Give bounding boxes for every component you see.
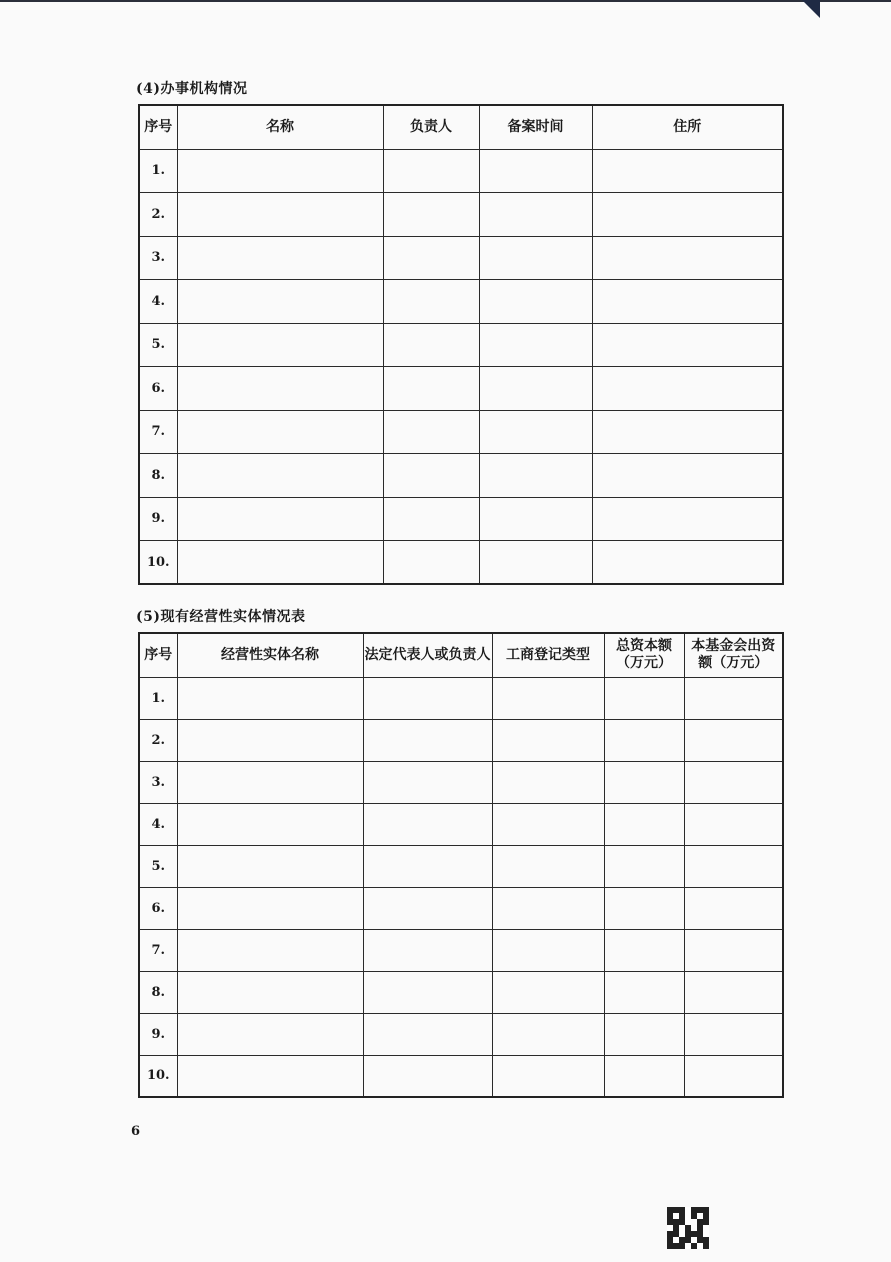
row-index: 1. (139, 677, 177, 719)
row-index: 9. (139, 1013, 177, 1055)
row-index: 7. (139, 410, 177, 454)
empty-cell (592, 193, 783, 237)
page-number: 6 (131, 1124, 141, 1139)
empty-cell (177, 193, 383, 237)
corner-fold-mark (802, 0, 820, 18)
table-row (139, 497, 783, 541)
row-index: 3. (139, 761, 177, 803)
empty-cell (363, 1013, 492, 1055)
empty-cell (684, 677, 783, 719)
table-row (139, 677, 783, 719)
table-row (139, 367, 783, 411)
table-row (139, 454, 783, 498)
empty-cell (363, 677, 492, 719)
empty-cell (604, 677, 684, 719)
empty-cell (383, 454, 479, 498)
empty-cell (383, 236, 479, 280)
empty-cell (604, 1013, 684, 1055)
table-row (139, 410, 783, 454)
row-index: 10. (139, 1055, 177, 1097)
empty-cell (363, 761, 492, 803)
empty-cell (177, 803, 363, 845)
empty-cell (592, 454, 783, 498)
empty-cell (492, 761, 604, 803)
table-row (139, 149, 783, 193)
table-row (139, 1055, 783, 1097)
empty-cell (177, 1013, 363, 1055)
empty-cell (492, 803, 604, 845)
empty-cell (383, 367, 479, 411)
empty-cell (592, 541, 783, 585)
empty-cell (492, 929, 604, 971)
row-index: 2. (139, 193, 177, 237)
empty-cell (604, 719, 684, 761)
empty-cell (177, 367, 383, 411)
empty-cell (177, 410, 383, 454)
empty-cell (592, 323, 783, 367)
empty-cell (383, 497, 479, 541)
empty-cell (479, 149, 592, 193)
enterprise-table (138, 632, 784, 1098)
empty-cell (383, 410, 479, 454)
header-index: 序号 (139, 105, 177, 149)
empty-cell (177, 149, 383, 193)
empty-cell (177, 1055, 363, 1097)
table-row (139, 929, 783, 971)
empty-cell (177, 929, 363, 971)
office-table (138, 104, 784, 585)
empty-cell (684, 971, 783, 1013)
table-row (139, 541, 783, 585)
empty-cell (363, 719, 492, 761)
header-total-capital: 总资本额（万元） (604, 633, 684, 677)
empty-cell (684, 887, 783, 929)
empty-cell (592, 280, 783, 324)
empty-cell (604, 1055, 684, 1097)
empty-cell (492, 845, 604, 887)
empty-cell (177, 236, 383, 280)
header-name: 名称 (177, 105, 383, 149)
empty-cell (592, 497, 783, 541)
table-row (139, 761, 783, 803)
row-index: 5. (139, 323, 177, 367)
empty-cell (604, 887, 684, 929)
empty-cell (604, 845, 684, 887)
table-row (139, 236, 783, 280)
row-index: 8. (139, 971, 177, 1013)
row-index: 4. (139, 280, 177, 324)
header-legal-rep: 法定代表人或负责人 (363, 633, 492, 677)
office-table-header (139, 105, 783, 149)
header-person-in-charge: 负责人 (383, 105, 479, 149)
empty-cell (492, 677, 604, 719)
table-row (139, 845, 783, 887)
row-index: 6. (139, 887, 177, 929)
table-row (139, 323, 783, 367)
table-row (139, 803, 783, 845)
empty-cell (684, 1055, 783, 1097)
empty-cell (177, 541, 383, 585)
row-index: 8. (139, 454, 177, 498)
table-row (139, 971, 783, 1013)
empty-cell (684, 761, 783, 803)
enterprise-table-header (139, 633, 783, 677)
empty-cell (604, 803, 684, 845)
empty-cell (604, 929, 684, 971)
top-border-line (0, 0, 891, 2)
empty-cell (363, 845, 492, 887)
empty-cell (363, 1055, 492, 1097)
empty-cell (684, 929, 783, 971)
empty-cell (479, 410, 592, 454)
empty-cell (383, 280, 479, 324)
empty-cell (479, 323, 592, 367)
table-row (139, 280, 783, 324)
row-index: 6. (139, 367, 177, 411)
row-index: 7. (139, 929, 177, 971)
empty-cell (383, 149, 479, 193)
empty-cell (492, 971, 604, 1013)
empty-cell (383, 323, 479, 367)
empty-cell (592, 367, 783, 411)
empty-cell (177, 971, 363, 1013)
section5-title: (5)现有经营性实体情况表 (136, 609, 306, 625)
header-filing-time: 备案时间 (479, 105, 592, 149)
empty-cell (363, 803, 492, 845)
empty-cell (177, 761, 363, 803)
header-index: 序号 (139, 633, 177, 677)
section4-title: (4)办事机构情况 (136, 81, 248, 97)
empty-cell (479, 367, 592, 411)
empty-cell (177, 497, 383, 541)
row-index: 3. (139, 236, 177, 280)
row-index: 9. (139, 497, 177, 541)
empty-cell (479, 541, 592, 585)
empty-cell (492, 719, 604, 761)
empty-cell (604, 971, 684, 1013)
empty-cell (684, 1013, 783, 1055)
empty-cell (363, 887, 492, 929)
row-index: 1. (139, 149, 177, 193)
empty-cell (177, 719, 363, 761)
empty-cell (604, 761, 684, 803)
empty-cell (592, 410, 783, 454)
empty-cell (363, 971, 492, 1013)
empty-cell (592, 149, 783, 193)
empty-cell (363, 929, 492, 971)
table-row (139, 1013, 783, 1055)
empty-cell (479, 193, 592, 237)
header-registration-type: 工商登记类型 (492, 633, 604, 677)
empty-cell (479, 280, 592, 324)
row-index: 5. (139, 845, 177, 887)
empty-cell (684, 719, 783, 761)
empty-cell (479, 497, 592, 541)
empty-cell (479, 236, 592, 280)
empty-cell (383, 541, 479, 585)
table-row (139, 719, 783, 761)
empty-cell (383, 193, 479, 237)
empty-cell (492, 1055, 604, 1097)
empty-cell (492, 1013, 604, 1055)
table-row (139, 887, 783, 929)
empty-cell (177, 677, 363, 719)
empty-cell (177, 323, 383, 367)
empty-cell (177, 280, 383, 324)
row-index: 4. (139, 803, 177, 845)
empty-cell (177, 845, 363, 887)
table-row (139, 193, 783, 237)
row-index: 2. (139, 719, 177, 761)
header-entity-name: 经营性实体名称 (177, 633, 363, 677)
empty-cell (177, 454, 383, 498)
empty-cell (177, 887, 363, 929)
empty-cell (684, 845, 783, 887)
empty-cell (684, 803, 783, 845)
empty-cell (592, 236, 783, 280)
header-foundation-contribution: 本基金会出资额（万元） (684, 633, 783, 677)
row-index: 10. (139, 541, 177, 585)
header-address: 住所 (592, 105, 783, 149)
qr-code-icon (667, 1207, 709, 1249)
empty-cell (492, 887, 604, 929)
empty-cell (479, 454, 592, 498)
